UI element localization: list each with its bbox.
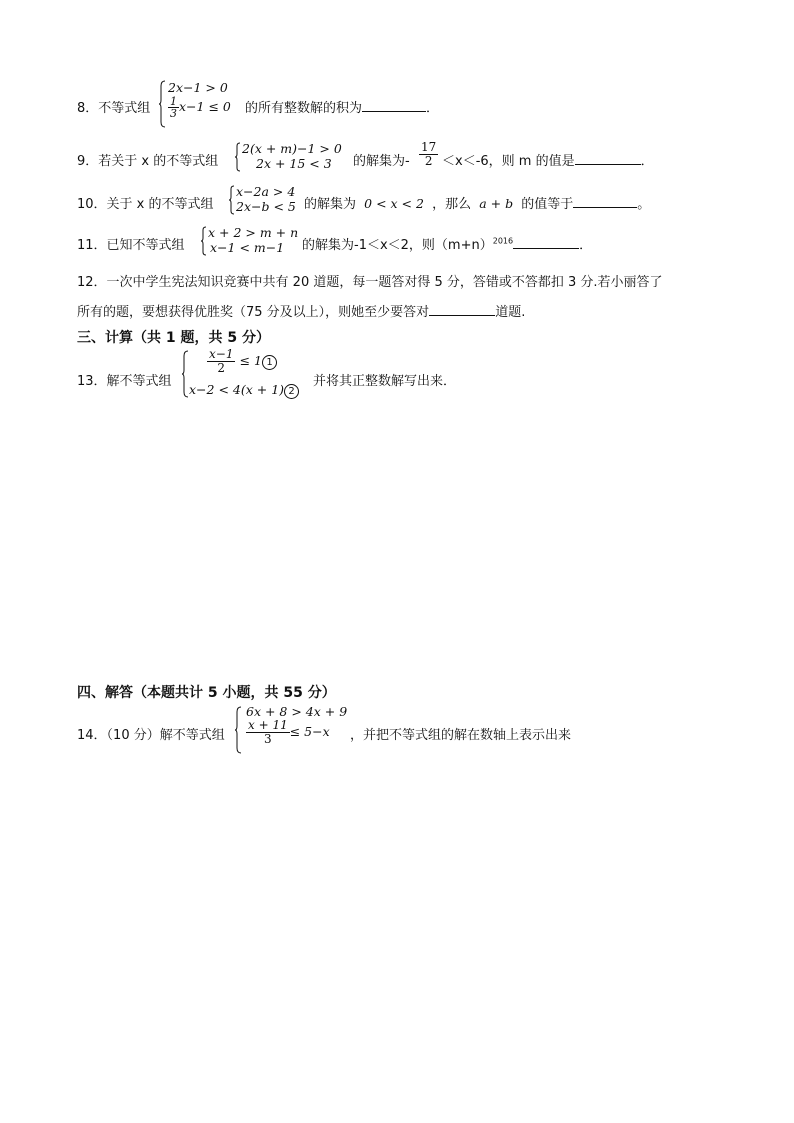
section-3-title: 三、计算（共 1 题，共 5 分） — [77, 330, 270, 346]
q13-line2 — [189, 382, 299, 399]
q10-tail — [304, 193, 650, 212]
q11-mid: 的解集为-1＜x＜2，则（m+n） — [302, 238, 493, 253]
q10-line2: 2x−b < 5 — [236, 199, 296, 214]
circled-number-1: 1 — [262, 355, 277, 370]
q8-prefix: 8．不等式组 — [77, 101, 151, 116]
q14-frac-den: 3 — [264, 732, 272, 746]
q14-frac-num: x + 11 — [248, 718, 288, 732]
q10-after: 的值等于 — [521, 197, 574, 212]
q11-end: ． — [579, 238, 593, 253]
q14-suffix: ，并把不等式组的解在数轴上表示出来 — [350, 728, 572, 743]
q8-answer-blank[interactable] — [362, 99, 426, 112]
q9-line2: 2x + 15 < 3 — [256, 156, 332, 171]
q10-answer-blank[interactable] — [573, 195, 637, 208]
q13-frac-num: x−1 — [209, 347, 234, 361]
circled-number-2: 2 — [284, 384, 299, 399]
brace-icon — [228, 185, 235, 215]
q12-line1: 12．一次中学生宪法知识竞赛中共有 20 道题，每一题答对得 5 分，答错或不答都扣 3 分.若小丽答了 — [77, 275, 663, 290]
brace-icon — [181, 350, 189, 398]
q10-range: 0 < x < 2 — [364, 196, 424, 211]
q8-end: ． — [426, 101, 440, 116]
q9-after — [442, 150, 654, 169]
q14-prefix: 14．（10 分）解不等式组 — [77, 728, 225, 743]
q8-system — [158, 78, 248, 130]
brace-icon — [200, 226, 207, 256]
q12-line2-a: 所有的题，要想获得优胜奖（75 分及以上），则她至少要答对 — [77, 305, 430, 320]
brace-icon — [234, 706, 242, 754]
q13-prefix: 13．解不等式组 — [77, 374, 172, 389]
section-4-title: 四、解答（本题共计 5 小题，共 55 分） — [77, 685, 336, 701]
q9-line1: 2(x + m)−1 > 0 — [242, 141, 342, 156]
q11-line2: x−1 < m−1 — [210, 240, 285, 255]
q13-frac-den: 2 — [217, 361, 226, 375]
q13-line2-text: x−2 < 4(x + 1) — [189, 382, 285, 397]
q9-answer-blank[interactable] — [575, 152, 641, 165]
q10-prefix: 10．关于 x 的不等式组 — [77, 197, 214, 212]
q9-fraction — [419, 141, 438, 168]
q9-mid: 的解集为- — [353, 154, 410, 169]
brace-icon — [158, 80, 166, 128]
q12-answer-blank[interactable] — [429, 303, 495, 316]
q9-after-text: ＜x＜-6，则 m 的值是 — [442, 154, 575, 169]
q9-frac-num: 17 — [421, 140, 437, 154]
q11-prefix: 11．已知不等式组 — [77, 238, 185, 253]
q12-line2-b: 道题. — [495, 305, 526, 320]
q14-line2-rest: ≤ 5−x — [289, 724, 330, 739]
q13-system — [181, 348, 311, 400]
q8-suffix-text: 的所有整数解的积为 — [245, 101, 363, 116]
q9-frac-den: 2 — [424, 154, 433, 168]
q9-end: ． — [640, 154, 654, 169]
q10-expr: a + b — [479, 196, 514, 211]
q14-line2 — [246, 719, 330, 746]
q11-tail — [302, 234, 592, 253]
q11-line1: x + 2 > m + n — [208, 225, 299, 240]
q10-system — [228, 184, 308, 218]
q14-line1: 6x + 8 > 4x + 9 — [246, 704, 348, 719]
q8-line2 — [168, 96, 231, 119]
q9-prefix: 9．若关于 x 的不等式组 — [77, 154, 219, 169]
q13-line1-rest: ≤ 1 — [239, 353, 263, 368]
q11-system — [200, 225, 300, 259]
q11-answer-blank[interactable] — [513, 236, 579, 249]
q14-system — [234, 704, 354, 756]
q10-mid: 的解集为 — [304, 197, 357, 212]
q11-exponent: 2016 — [492, 236, 514, 246]
q8-frac-num: 1 — [170, 95, 177, 108]
q10-end: 。 — [637, 197, 651, 212]
brace-icon — [234, 142, 241, 172]
q10-line1: x−2a > 4 — [236, 184, 296, 199]
q8-frac-den: 3 — [170, 107, 177, 120]
q13-line1 — [207, 348, 277, 375]
q8-line1: 2x−1 > 0 — [168, 80, 228, 95]
q13-suffix: 并将其正整数解写出来． — [313, 374, 457, 389]
q12-line2 — [77, 301, 525, 320]
q8-suffix — [245, 97, 439, 116]
q10-comma: ，那么 — [432, 197, 472, 212]
q9-system — [234, 141, 354, 175]
q8-line2-rest: x−1 ≤ 0 — [179, 99, 231, 114]
